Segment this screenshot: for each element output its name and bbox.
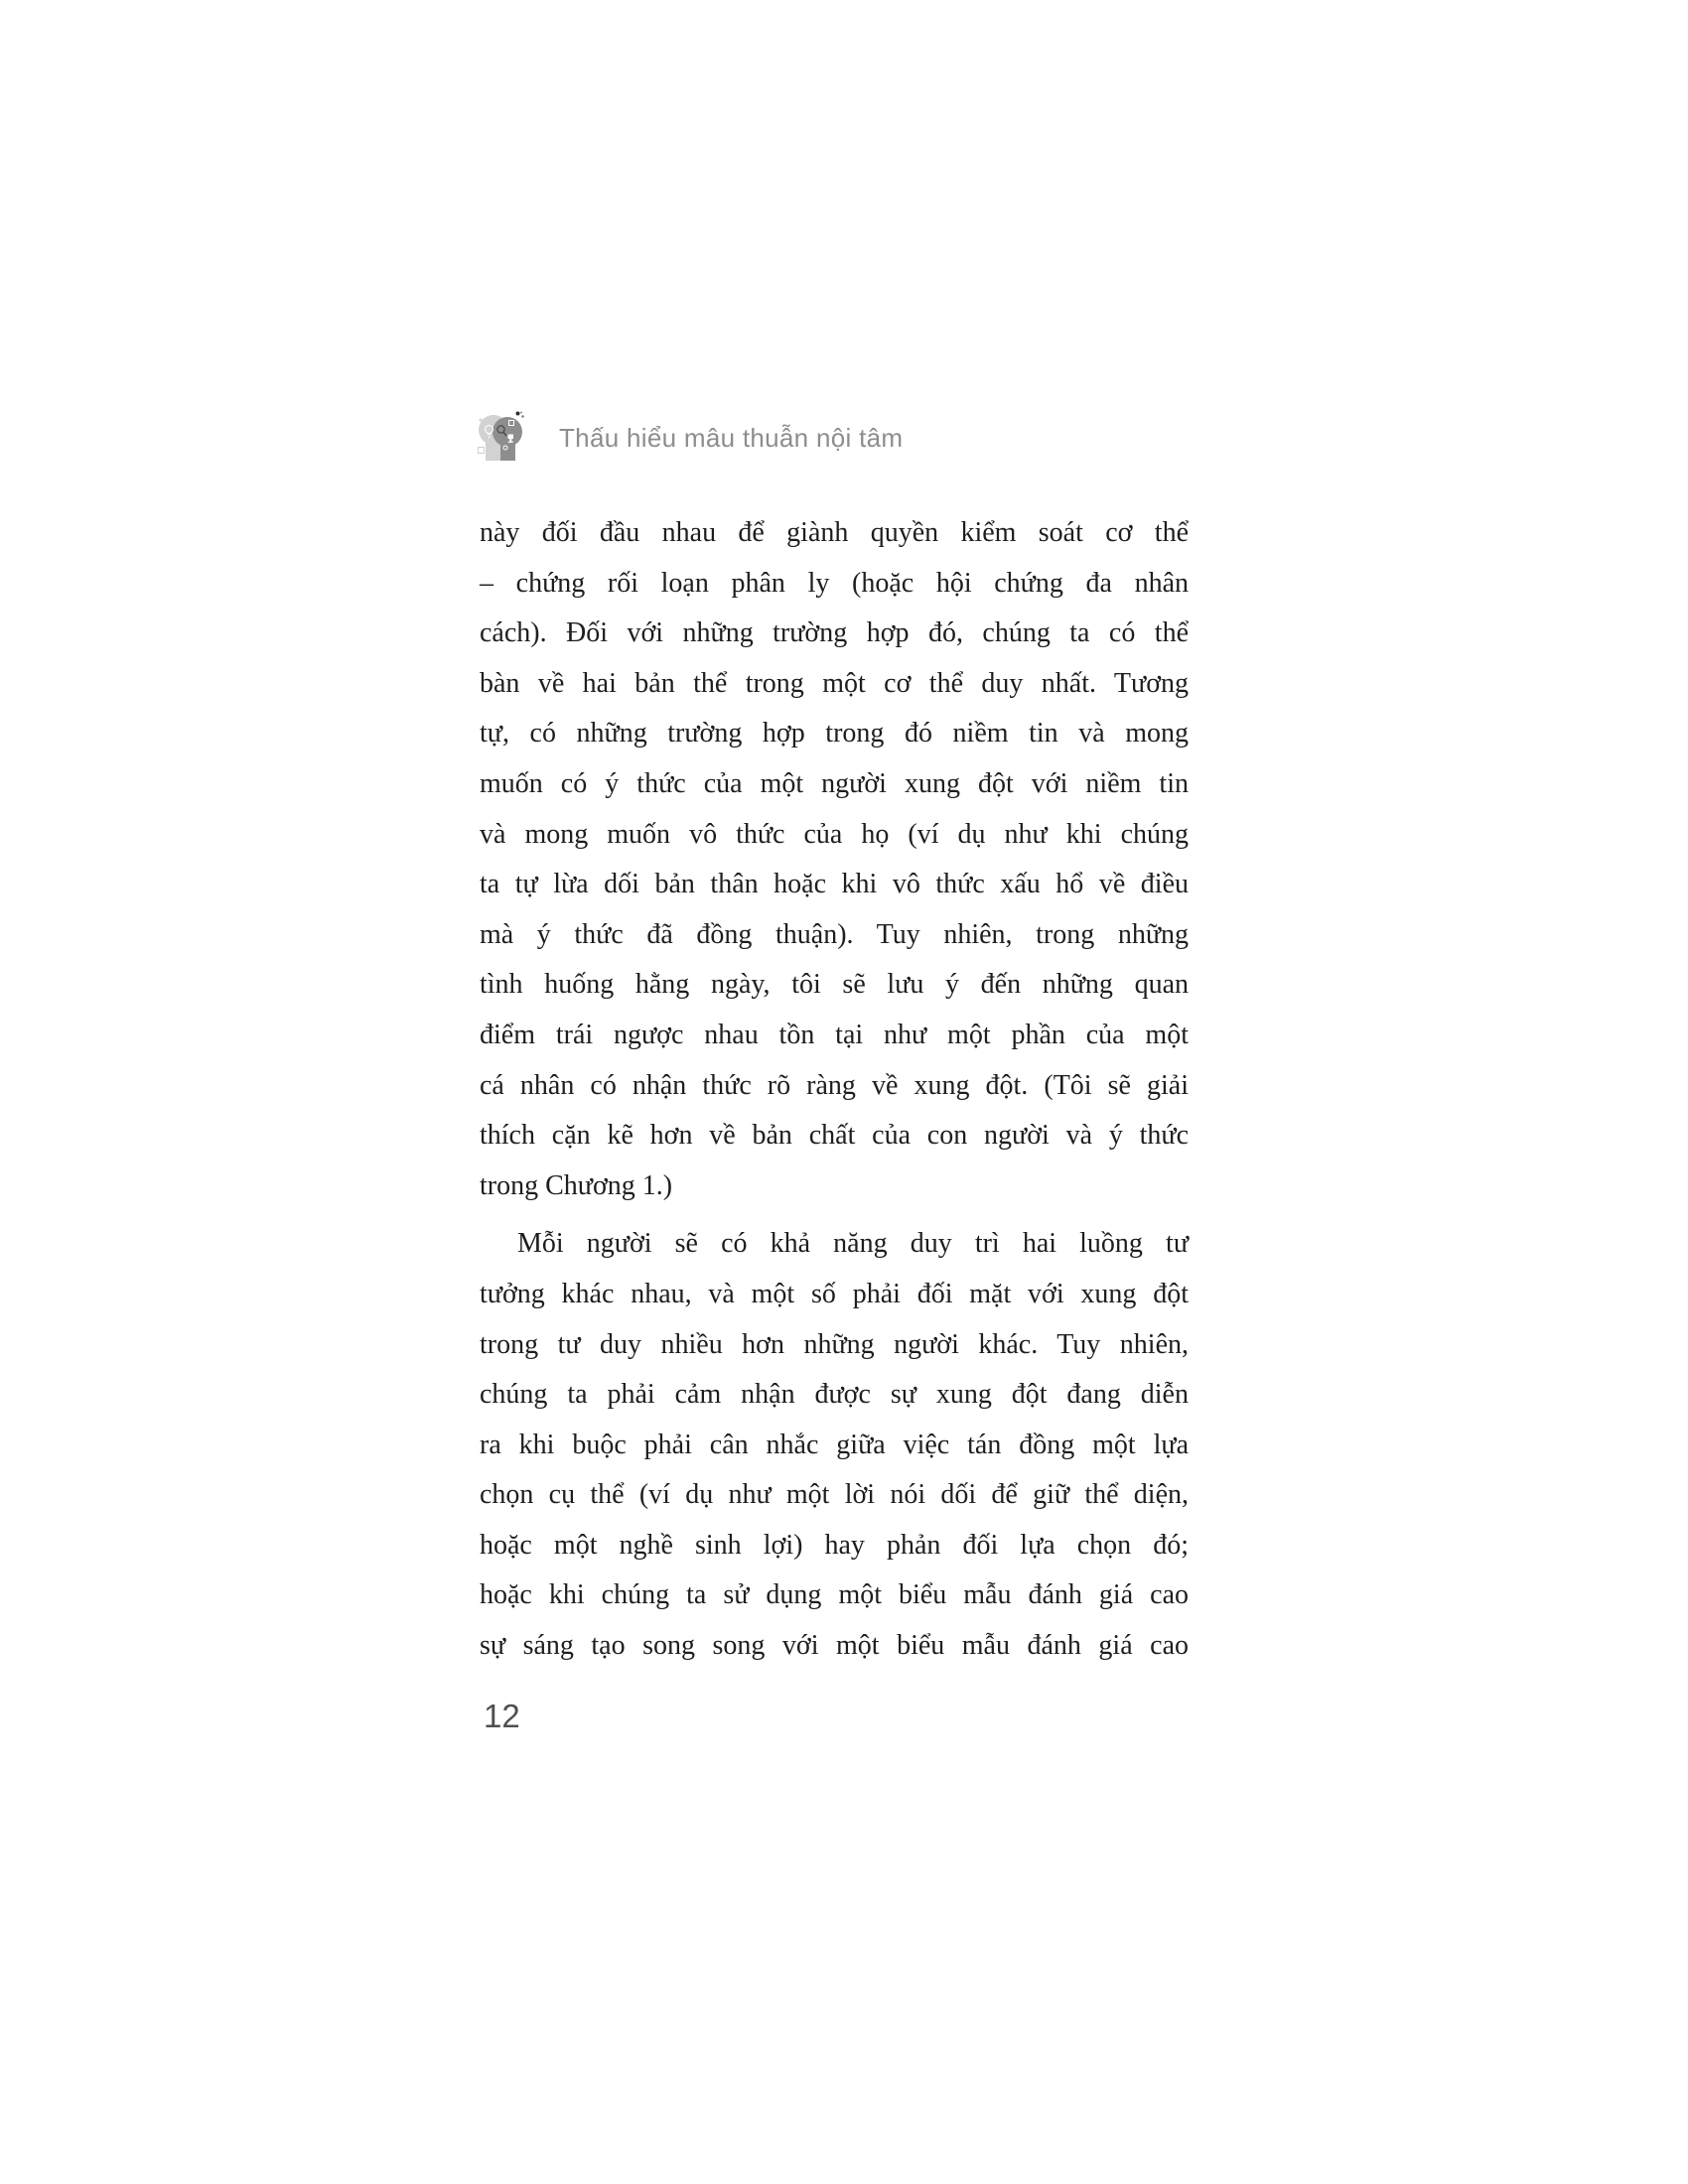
text-line: hoặc khi chúng ta sử dụng một biểu mẫu đánh giá cao — [480, 1579, 1189, 1611]
text-line: cách). Đối với những trường hợp đó, chúng ta có thể — [480, 617, 1189, 649]
text-line: mà ý thức đã đồng thuận). Tuy nhiên, trong những — [480, 918, 1189, 950]
text-line: cá nhân có nhận thức rõ ràng về xung đột. (Tôi sẽ giải — [480, 1069, 1189, 1101]
body-text — [480, 508, 1189, 1672]
text-line: chọn cụ thể (ví dụ như một lời nói dối để giữ thể diện, — [480, 1479, 1189, 1511]
text-line: sự sáng tạo song song với một biểu mẫu đánh giá cao — [480, 1630, 1189, 1662]
text-line: ra khi buộc phải cân nhắc giữa việc tán đồng một lựa — [480, 1429, 1189, 1460]
text-line: ta tự lừa dối bản thân hoặc khi vô thức xấu hổ về điều — [480, 869, 1189, 900]
running-header — [475, 409, 903, 467]
text-line: tình huống hằng ngày, tôi sẽ lưu ý đến những quan — [480, 969, 1189, 1001]
text-line: tưởng khác nhau, và một số phải đối mặt với xung đột — [480, 1278, 1189, 1309]
text-line: điểm trái ngược nhau tồn tại như một phần của một — [480, 1019, 1189, 1050]
text-line: này đối đầu nhau để giành quyền kiểm soát cơ thể — [480, 517, 1189, 548]
text-line: tự, có những trường hợp trong đó niềm tin và mong — [480, 718, 1189, 750]
dual-head-mind-icon — [475, 410, 528, 467]
text-line: trong Chương 1.) — [480, 1169, 673, 1201]
paragraph — [480, 508, 1189, 1211]
text-line: – chứng rối loạn phân ly (hoặc hội chứng đa nhân — [480, 567, 1189, 599]
text-line: thích cặn kẽ hơn về bản chất của con người và ý thức — [480, 1120, 1189, 1152]
running-header-title: Thấu hiểu mâu thuẫn nội tâm — [559, 422, 904, 453]
paragraph — [480, 1219, 1189, 1671]
text-line: bàn về hai bản thể trong một cơ thể duy nhất. Tương — [480, 667, 1189, 699]
text-line: hoặc một nghề sinh lợi) hay phản đối lựa chọn đó; — [480, 1529, 1189, 1561]
text-line: Mỗi người sẽ có khả năng duy trì hai luồng tư — [517, 1228, 1189, 1260]
text-line: chúng ta phải cảm nhận được sự xung đột đang diễn — [480, 1379, 1189, 1411]
text-line: và mong muốn vô thức của họ (ví dụ như khi chúng — [480, 818, 1189, 850]
page-number: 12 — [484, 1698, 520, 1734]
text-line: trong tư duy nhiều hơn những người khác. Tuy nhiên, — [480, 1328, 1189, 1360]
text-line: muốn có ý thức của một người xung đột với niềm tin — [480, 767, 1189, 799]
